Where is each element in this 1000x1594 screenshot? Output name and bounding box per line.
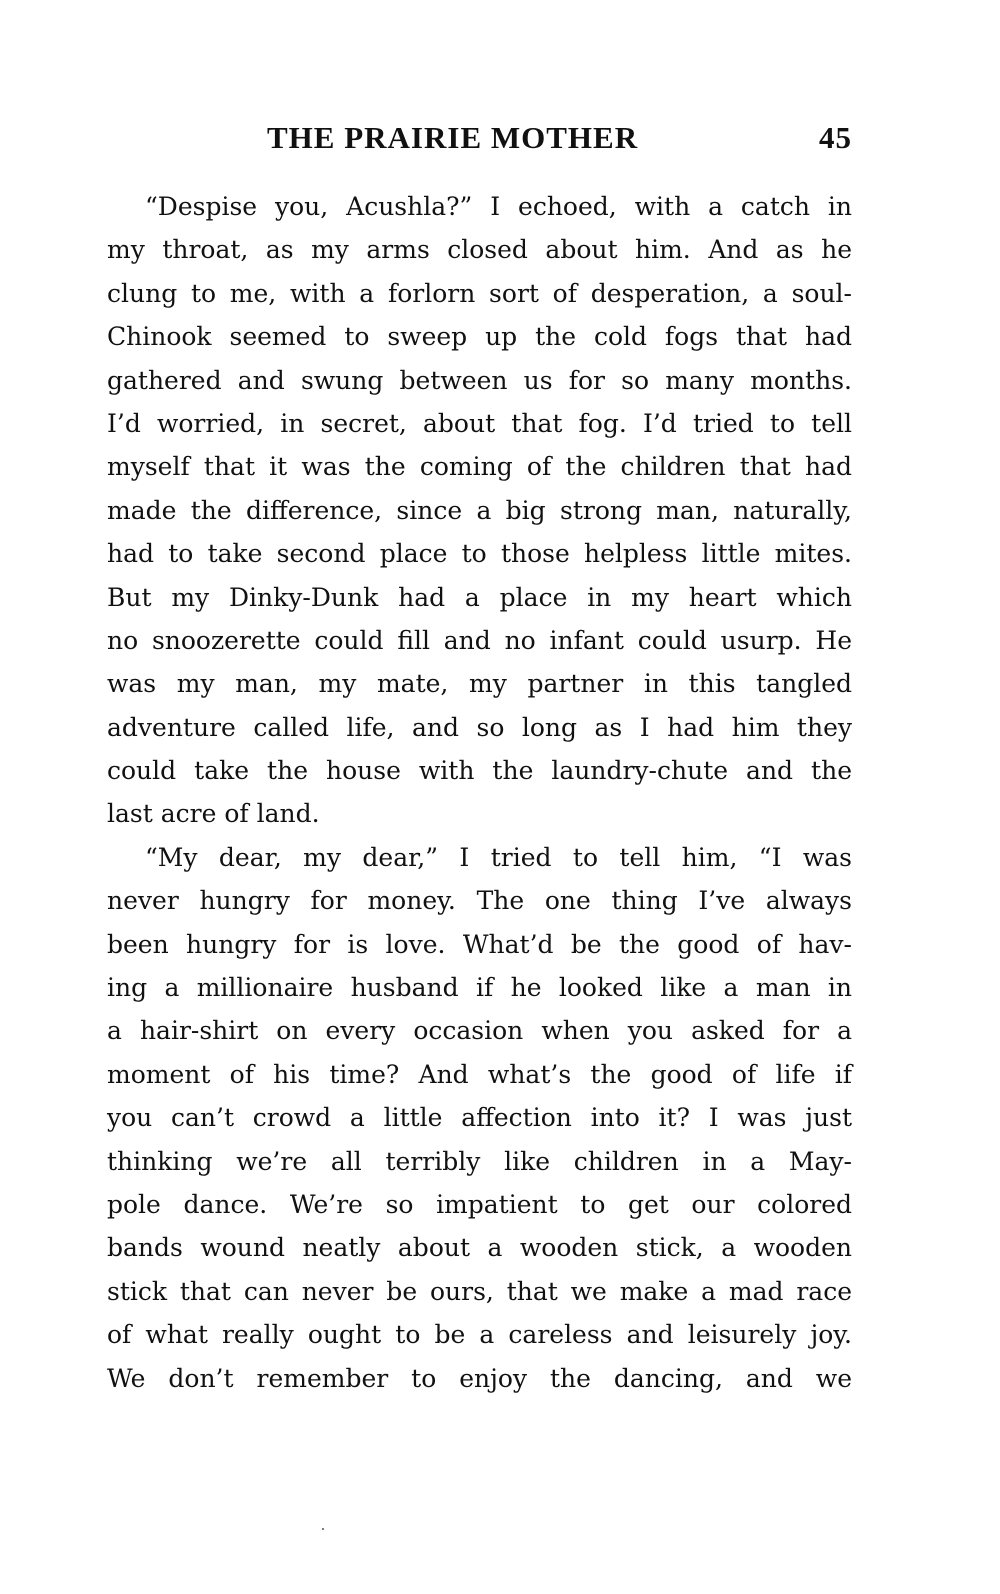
text-line: a hair-shirt on every occasion when you asked for a (107, 1016, 852, 1046)
text-line: We don’t remember to enjoy the dancing, and we (107, 1363, 852, 1393)
text-line: moment of his time? And what’s the good of life if (107, 1059, 852, 1089)
text-line: I’d worried, in secret, about that fog. I’d tried to tell (107, 408, 852, 438)
text-line: stick that can never be ours, that we make a mad race (107, 1276, 852, 1306)
body-text (107, 185, 852, 1400)
text-line: ing a millionaire husband if he looked like a man in (107, 973, 852, 1003)
running-title: THE PRAIRIE MOTHER (267, 120, 639, 155)
text-line: of what really ought to be a careless and leisurely joy. (107, 1320, 852, 1350)
page-header (107, 115, 852, 165)
text-line: my throat, as my arms closed about him. And as he (107, 235, 852, 265)
text-line: gathered and swung between us for so many months. (107, 365, 852, 395)
text-line: myself that it was the coming of the children that had (107, 452, 852, 482)
text-line: no snoozerette could fill and no infant could usurp. He (107, 625, 852, 655)
text-line: been hungry for is love. What’d be the good of hav- (107, 929, 852, 959)
text-line: last acre of land. (107, 799, 320, 829)
page-number: 45 (819, 120, 852, 155)
text-line: Chinook seemed to sweep up the cold fogs that had (107, 322, 852, 352)
paper-speck (322, 1528, 324, 1530)
text-line: But my Dinky-Dunk had a place in my heart which (107, 582, 852, 612)
text-line: “Despise you, Acushla?” I echoed, with a catch in (145, 192, 852, 221)
text-line: was my man, my mate, my partner in this tangled (107, 669, 852, 699)
text-line: clung to me, with a forlorn sort of desperation, a soul- (107, 278, 852, 308)
text-line: could take the house with the laundry-chute and the (107, 756, 852, 786)
text-line: had to take second place to those helpless little mites. (107, 539, 852, 569)
text-line: adventure called life, and so long as I had him they (107, 712, 852, 742)
text-line: bands wound neatly about a wooden stick, a wooden (107, 1233, 852, 1263)
text-line: “My dear, my dear,” I tried to tell him, “I was (145, 842, 852, 872)
text-line: pole dance. We’re so impatient to get our colored (107, 1189, 852, 1219)
text-line: you can’t crowd a little affection into it? I was just (107, 1103, 852, 1133)
text-line: made the difference, since a big strong man, naturally, (107, 495, 852, 525)
text-line: thinking we’re all terribly like children in a May- (107, 1146, 852, 1176)
text-line: never hungry for money. The one thing I’ve always (107, 886, 852, 916)
